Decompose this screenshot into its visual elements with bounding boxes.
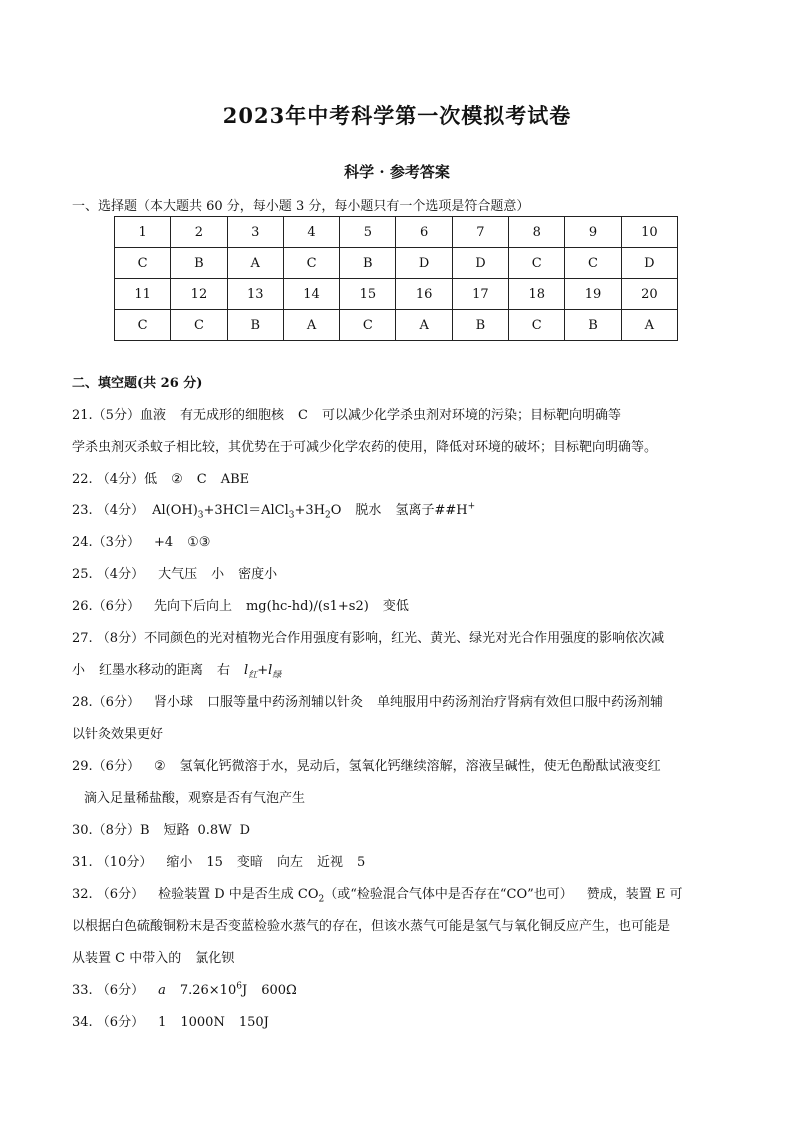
answer-line-q29-cont: 滴入足量稀盐酸，观察是否有气泡产生 <box>84 791 306 806</box>
question-label: 22. （4分） <box>72 472 145 487</box>
question-label: 25. （4分） <box>72 567 145 582</box>
answer-cell: A <box>396 310 452 341</box>
answer-cell: A <box>621 310 677 341</box>
question-number: 1 <box>115 217 171 248</box>
formula-part: l <box>244 663 249 678</box>
answer-text: （或“检验混合气体中是否存在“CO”也可） <box>324 887 573 902</box>
answer-text: 缩小 <box>166 855 193 870</box>
answer-text: 赞成，装置 E 可 <box>586 887 683 902</box>
answer-cell: D <box>621 248 677 279</box>
answer-text: 150J <box>238 1015 269 1030</box>
question-number: 9 <box>565 217 621 248</box>
answer-text: 不同颜色的光对植物光合作用强度有影响，红光、黄光、绿光对光合作用强度的影响依次减 <box>144 631 665 646</box>
equation-part: O <box>330 503 342 518</box>
question-number: 6 <box>396 217 452 248</box>
formula: mg(hc-hd)/(s1+s2) <box>245 599 369 614</box>
answer-cell: D <box>396 248 452 279</box>
chemical-equation <box>152 503 342 521</box>
question-number: 15 <box>340 279 396 310</box>
question-number: 12 <box>171 279 227 310</box>
answer-text: 单纯服用中药汤剂治疗肾病有效但口服中药汤剂辅 <box>376 695 663 710</box>
question-number: 16 <box>396 279 452 310</box>
answer-text: ABE <box>220 472 250 487</box>
answer-text: 变暗 <box>236 855 263 870</box>
question-number: 4 <box>283 217 339 248</box>
answer-text: 密度小 <box>238 567 278 582</box>
answer-line-q21 <box>72 404 621 423</box>
answer-key-subtitle: 科学 · 参考答案 <box>344 163 450 181</box>
answer-text: 脱水 <box>355 503 382 518</box>
answer-text: ①③ <box>187 535 211 550</box>
section2-heading: 二、填空题(共 26 分) <box>72 376 203 391</box>
question-number: 18 <box>509 279 565 310</box>
subscript: 2 <box>318 894 325 905</box>
answer-line-q32-cont2 <box>72 947 234 966</box>
answer-cell: B <box>171 248 227 279</box>
formula-part: +l <box>257 663 273 678</box>
question-number: 14 <box>283 279 339 310</box>
question-number: 13 <box>227 279 283 310</box>
formula <box>244 663 282 681</box>
question-label: 32. （6分） <box>72 887 145 902</box>
equation-subscript: 3 <box>288 510 295 521</box>
question-label: 27. （8分） <box>72 631 145 646</box>
answer-line-q32-cont: 以根据白色硫酸铜粉末是否变蓝检验水蒸气的存在，但该水蒸气可能是氢气与氧化铜反应产生，也可能是 <box>72 919 671 934</box>
answer-line-q27-cont <box>72 659 281 681</box>
answer-text: 5 <box>356 855 366 870</box>
answer-text: 小 <box>72 663 86 678</box>
question-number: 11 <box>115 279 171 310</box>
answer-cell: D <box>452 248 508 279</box>
formula-subscript: 绿 <box>272 670 282 681</box>
question-label: 21.（5分） <box>72 408 140 423</box>
answer-cell: C <box>509 310 565 341</box>
answer-text: C <box>297 408 308 423</box>
answer-text: 1 <box>158 1015 167 1030</box>
answer-text: 0.8W <box>197 823 232 838</box>
answer-text: 大气压 <box>158 567 198 582</box>
question-number: 7 <box>452 217 508 248</box>
equation-part: Al(OH) <box>152 503 198 518</box>
answer-line-q28-cont: 以针灸效果更好 <box>72 727 164 742</box>
question-label: 23. （4分） <box>72 503 145 518</box>
question-number: 17 <box>452 279 508 310</box>
answer-line-q30 <box>72 819 250 838</box>
answer-cell: B <box>452 310 508 341</box>
answer-line-q27 <box>72 627 664 646</box>
answer-line-q21-cont: 学杀虫剂灭杀蚊子相比较，其优势在于可减少化学农药的使用，降低对环境的破坏；目标靶向明确等。 <box>72 440 658 455</box>
answer-text: 氢氧化钙微溶于水，晃动后，氢氧化钙继续溶解，溶液呈碱性，使无色酚酞试液变红 <box>179 759 661 774</box>
question-number: 3 <box>227 217 283 248</box>
answer-text: +4 <box>153 535 174 550</box>
answer-cell: A <box>227 248 283 279</box>
answer-cell: A <box>283 310 339 341</box>
answer-cell: C <box>115 248 171 279</box>
question-label: 33. （6分） <box>72 983 145 998</box>
question-label: 26.（6分） <box>72 599 140 614</box>
answer-text: 氢离子##H <box>395 503 468 518</box>
answer-text: 右 <box>217 663 231 678</box>
answer-text: 氯化钡 <box>195 951 235 966</box>
equation-subscript: 2 <box>325 510 331 521</box>
question-number: 10 <box>621 217 677 248</box>
question-number: 8 <box>509 217 565 248</box>
answer-text: ② <box>171 472 183 487</box>
answer-text: 肾小球 <box>153 695 193 710</box>
answer-cell: B <box>565 310 621 341</box>
multiple-choice-answer-table <box>114 216 678 341</box>
answer-text: 口服等量中药汤剂辅以针灸 <box>206 695 363 710</box>
answer-text: 小 <box>211 567 225 582</box>
answer-cell: B <box>340 248 396 279</box>
answer-cell: C <box>283 248 339 279</box>
formula-subscript: 红 <box>248 670 258 681</box>
question-number: 5 <box>340 217 396 248</box>
answer-row <box>115 248 678 279</box>
answer-line-q23 <box>72 499 475 521</box>
question-number-row <box>115 279 678 310</box>
answer-line-q33 <box>72 979 297 998</box>
answer-text: 15 <box>206 855 223 870</box>
answer-text: ② <box>153 759 166 774</box>
answer-text: 红墨水移动的距离 <box>99 663 204 678</box>
answer-text: J <box>241 983 248 998</box>
answer-line-q32 <box>72 883 683 905</box>
answer-text: 7.26×10 <box>179 983 237 998</box>
answer-cell: C <box>565 248 621 279</box>
question-number: 20 <box>621 279 677 310</box>
page-title: 2023年中考科学第一次模拟考试卷 <box>222 103 572 128</box>
question-label: 24.（3分） <box>72 535 140 550</box>
answer-text: 从装置 C 中带入的 <box>72 951 182 966</box>
answer-line-q29 <box>72 755 661 774</box>
answer-text: 600Ω <box>261 983 297 998</box>
answer-cell: B <box>227 310 283 341</box>
question-label: 31. （10分） <box>72 855 153 870</box>
answer-text: D <box>239 823 251 838</box>
question-number-row <box>115 217 678 248</box>
equation-subscript: 3 <box>197 510 204 521</box>
answer-line-q28 <box>72 691 663 710</box>
answer-text: 短路 <box>163 823 190 838</box>
answer-line-q34 <box>72 1011 269 1030</box>
answer-text: 有无成形的细胞核 <box>179 408 284 423</box>
answer-cell: C <box>509 248 565 279</box>
answer-text: 可以减少化学杀虫剂对环境的污染；目标靶向明确等 <box>321 408 621 423</box>
answer-text: B <box>139 823 150 838</box>
answer-text: 先向下后向上 <box>153 599 232 614</box>
question-label: 28.（6分） <box>72 695 140 710</box>
answer-text: 近视 <box>316 855 343 870</box>
section1-heading: 一、选择题（本大题共 60 分，每小题 3 分，每小题只有一个选项是符合题意） <box>72 199 530 214</box>
answer-cell: C <box>340 310 396 341</box>
answer-line-q24 <box>72 531 210 550</box>
answer-text: 变低 <box>382 599 409 614</box>
answer-line-q25 <box>72 563 277 582</box>
answer-text: 血液 <box>139 408 166 423</box>
equation-part: +3H <box>294 503 326 518</box>
answer-text: 向左 <box>276 855 303 870</box>
answer-line-q22 <box>72 468 249 487</box>
answer-cell: C <box>115 310 171 341</box>
superscript: + <box>467 501 476 512</box>
answer-row <box>115 310 678 341</box>
question-label: 34. （6分） <box>72 1015 145 1030</box>
answer-line-q26 <box>72 595 409 614</box>
question-number: 2 <box>171 217 227 248</box>
answer-text: 检验装置 D 中是否生成 CO <box>158 887 319 902</box>
answer-cell: C <box>171 310 227 341</box>
equation-part: +3HCl＝AlCl <box>203 503 289 518</box>
answer-text: C <box>196 472 207 487</box>
question-label: 30.（8分） <box>72 823 140 838</box>
question-label: 29.（6分） <box>72 759 140 774</box>
superscript: 6 <box>236 981 242 992</box>
answer-line-q31 <box>72 851 365 870</box>
answer-text: a <box>158 983 166 998</box>
answer-text: 1000N <box>180 1015 225 1030</box>
answer-text: 低 <box>144 472 158 487</box>
question-number: 19 <box>565 279 621 310</box>
